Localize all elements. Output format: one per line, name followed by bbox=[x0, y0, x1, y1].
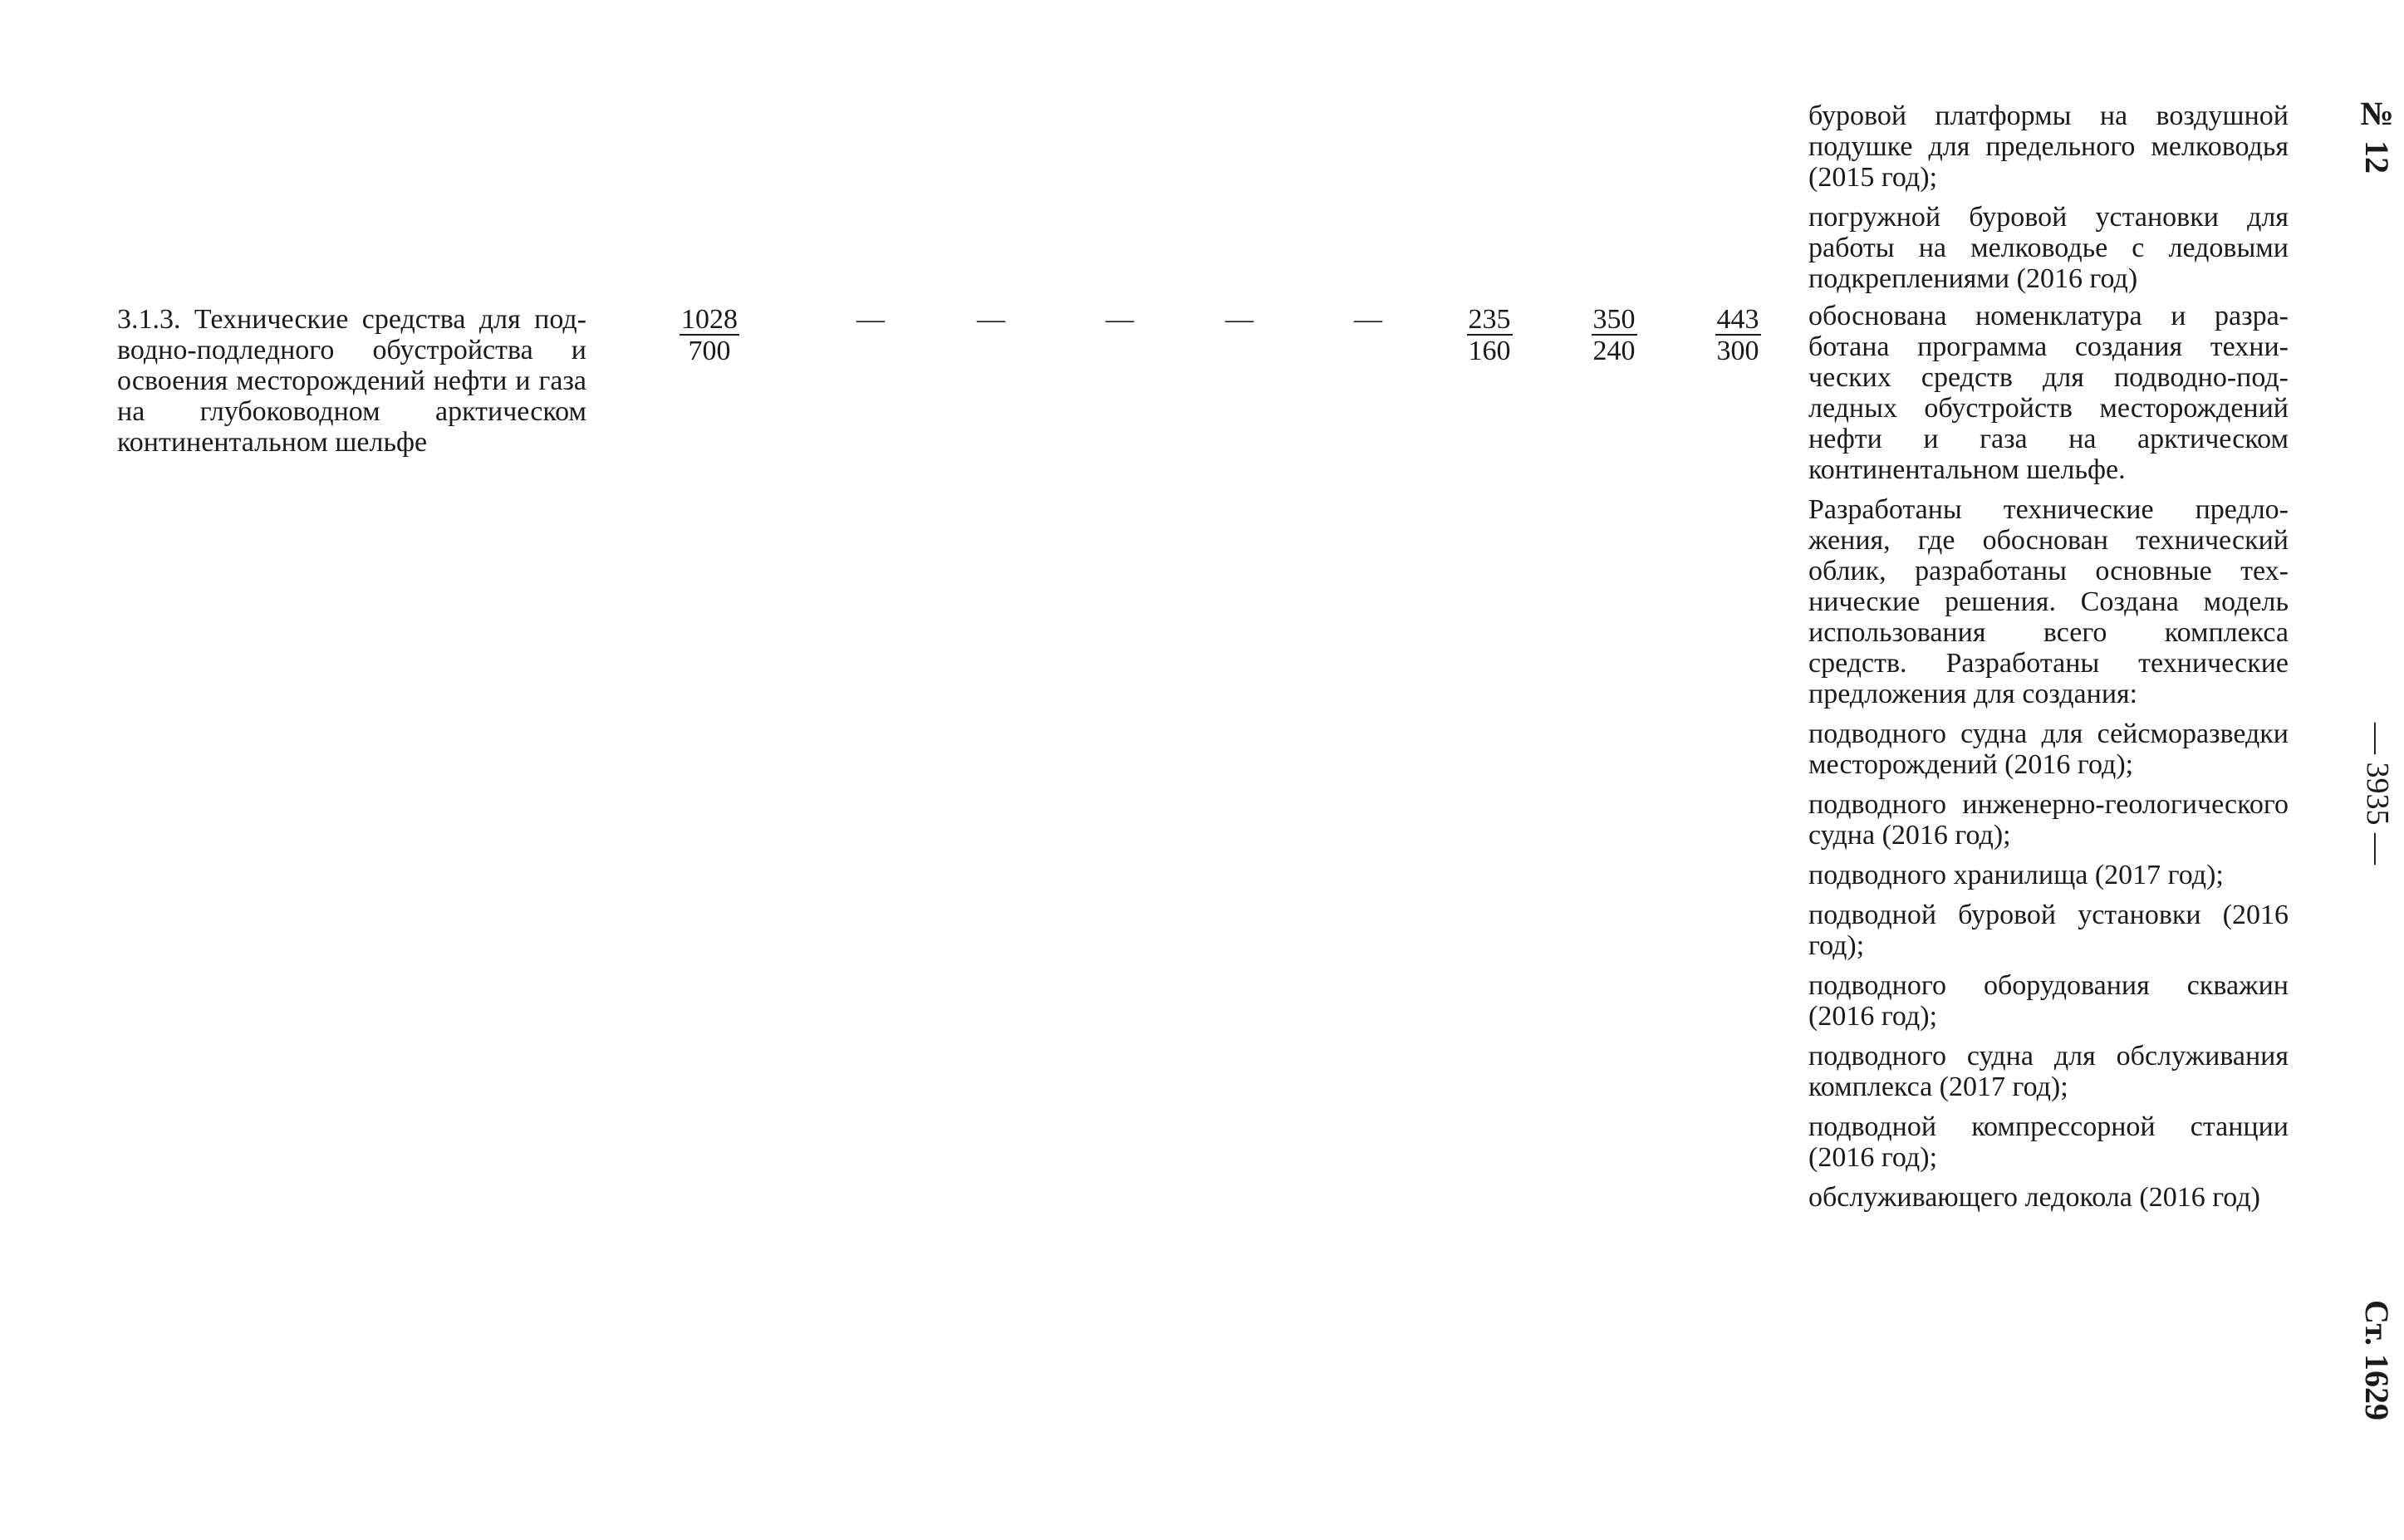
value-total bbox=[664, 304, 755, 366]
item-title: 3.1.3. Технические средства для подводно-подледного обустройства и освоения месторождений нефти и газа на глубоководном арктическом континентальном шельфе bbox=[117, 304, 586, 458]
value-empty-2: — bbox=[977, 304, 1005, 335]
value-year-1-numerator: 235 bbox=[1468, 304, 1511, 335]
value-empty-3: — bbox=[1106, 304, 1134, 335]
value-year-2-numerator: 350 bbox=[1592, 304, 1636, 335]
description-prev-paragraph-2: погружной буровой установки для работы на мелководье с ледовыми подкреплениями (2016 год) bbox=[1808, 202, 2289, 294]
description-paragraph-1: обоснована номенклатура и разработана программа создания технических средств для подводно-подледных обустройств месторождений нефти и газа на арктическом континентальном шельфе. bbox=[1808, 301, 2289, 485]
value-year-1 bbox=[1444, 304, 1535, 366]
value-year-2-denominator: 240 bbox=[1592, 336, 1636, 366]
value-year-3-numerator: 443 bbox=[1716, 304, 1759, 335]
description-paragraph-9: подводной компрессорной станции (2016 год); bbox=[1808, 1111, 2289, 1173]
description-paragraph-6: подводной буровой установки (2016 год); bbox=[1808, 900, 2289, 961]
description-paragraph-4: подводного инженерно-геологического судна (2016 год); bbox=[1808, 789, 2289, 851]
value-year-3 bbox=[1692, 304, 1783, 366]
value-total-numerator: 1028 bbox=[681, 304, 738, 335]
value-year-3-denominator: 300 bbox=[1716, 336, 1759, 366]
description-paragraph-5: подводного хранилища (2017 год); bbox=[1808, 860, 2224, 890]
value-year-1-denominator: 160 bbox=[1468, 336, 1511, 366]
description-column bbox=[1808, 101, 2289, 1222]
description-paragraph-3: подводного судна для сейсморазведки месторождений (2016 год); bbox=[1808, 719, 2289, 780]
value-empty-5: — bbox=[1354, 304, 1382, 335]
value-empty-4: — bbox=[1225, 304, 1254, 335]
description-paragraph-7: подводного оборудования скважин (2016 год); bbox=[1808, 970, 2289, 1032]
issue-number: № 12 bbox=[2358, 95, 2396, 174]
value-empty-1: — bbox=[856, 304, 885, 335]
description-paragraph-2: Разработаны технические предложения, где обоснован технический облик, разработаны основные технические решения. Создана модель использования всего комплекса средств. Разработаны технические предложения для создания: bbox=[1808, 494, 2289, 709]
article-number: Ст. 1629 bbox=[2358, 1300, 2396, 1420]
description-prev-paragraph-1: буровой платформы на воздушной подушке для предельного мелководья (2015 год); bbox=[1808, 101, 2289, 193]
value-year-2 bbox=[1568, 304, 1660, 366]
value-total-denominator: 700 bbox=[688, 336, 731, 366]
description-paragraph-10: обслуживающего ледокола (2016 год) bbox=[1808, 1182, 2260, 1213]
page-number: — 3935 — bbox=[2360, 723, 2395, 865]
description-paragraph-8: подводного судна для обслуживания комплекса (2017 год); bbox=[1808, 1041, 2289, 1102]
